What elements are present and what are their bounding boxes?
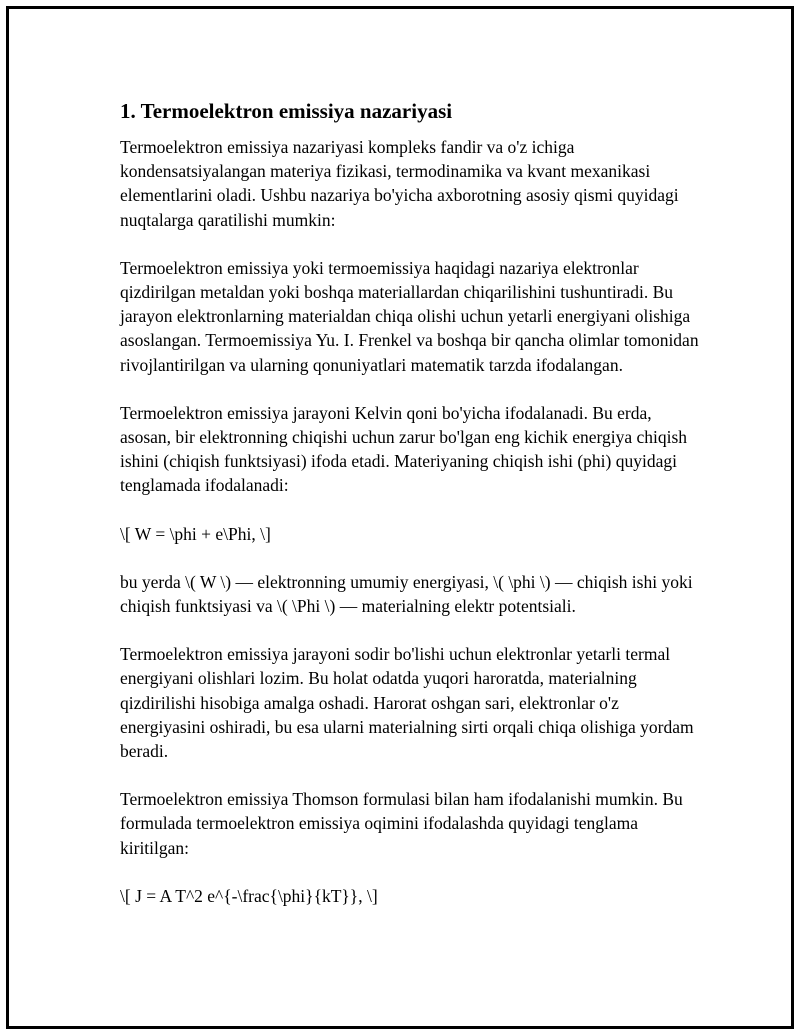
paragraph-definition: Termoelektron emissiya yoki termoemissiya haqidagi nazariya elektronlar qizdirilgan metaldan yoki boshqa materiallardan chiqarilishini tushuntiradi. Bu jarayon elektronlarning materialdan chiqa olishi uchun yetarli energiyani olishiga asoslangan. Termoemissiya Yu. I. Frenkel va boshqa bir qancha olimlar tomonidan rivojlantirilgan va ularning qonuniyatlari matematik tarzda ifodalangan.: [120, 257, 699, 375]
document-body: [120, 97, 705, 932]
paragraph-thomson: Termoelektron emissiya Thomson formulasi bilan ham ifodalanishi mumkin. Bu formulada termoelektron emissiya oqimini ifodalashda quyidagi tenglama kiritilgan:: [120, 789, 683, 858]
equation-current-density: \[ J = A T^2 e^{-\frac{\phi}{kT}}, \]: [120, 885, 378, 906]
section-heading: 1. Termoelektron emissiya nazariyasi: [120, 99, 453, 123]
page-frame: [6, 6, 794, 1029]
paragraph-thermal-energy: Termoelektron emissiya jarayoni sodir bo'lishi uchun elektronlar yetarli termal energiyani olishlari lozim. Bu holat odatda yuqori haroratda, materialning qizdirilishi hisobiga amalga oshadi. Harorat oshgan sari, elektronlar o'z energiyasini oshiradi, bu esa ularni materialning sirti orqali chiqa olishiga yordam beradi.: [120, 644, 694, 762]
paragraph-kelvin: Termoelektron emissiya jarayoni Kelvin qoni bo'yicha ifodalanadi. Bu erda, asosan, bir elektronning chiqishi uchun zarur bo'lgan eng kichik energiya chiqish ishini (chiqish funktsiyasi) ifoda etadi. Materiyaning chiqish ishi (phi) quyidagi tenglamada ifodalanadi:: [120, 402, 688, 496]
paragraph-variables: bu yerda \( W \) — elektronning umumiy energiyasi, \( \phi \) — chiqish ishi yoki chiqish funktsiyasi va \( \Phi \) — materialning elektr potentsiali.: [120, 571, 693, 617]
paragraph-intro: Termoelektron emissiya nazariyasi kompleks fandir va o'z ichiga kondensatsiyalangan materiya fizikasi, termodinamika va kvant mexanikasi elementlarini oladi. Ushbu nazariya bo'yicha axborotning asosiy qismi quyidagi nuqtalarga qaratilishi mumkin:: [120, 137, 679, 230]
equation-work-function: \[ W = \phi + e\Phi, \]: [120, 523, 271, 544]
